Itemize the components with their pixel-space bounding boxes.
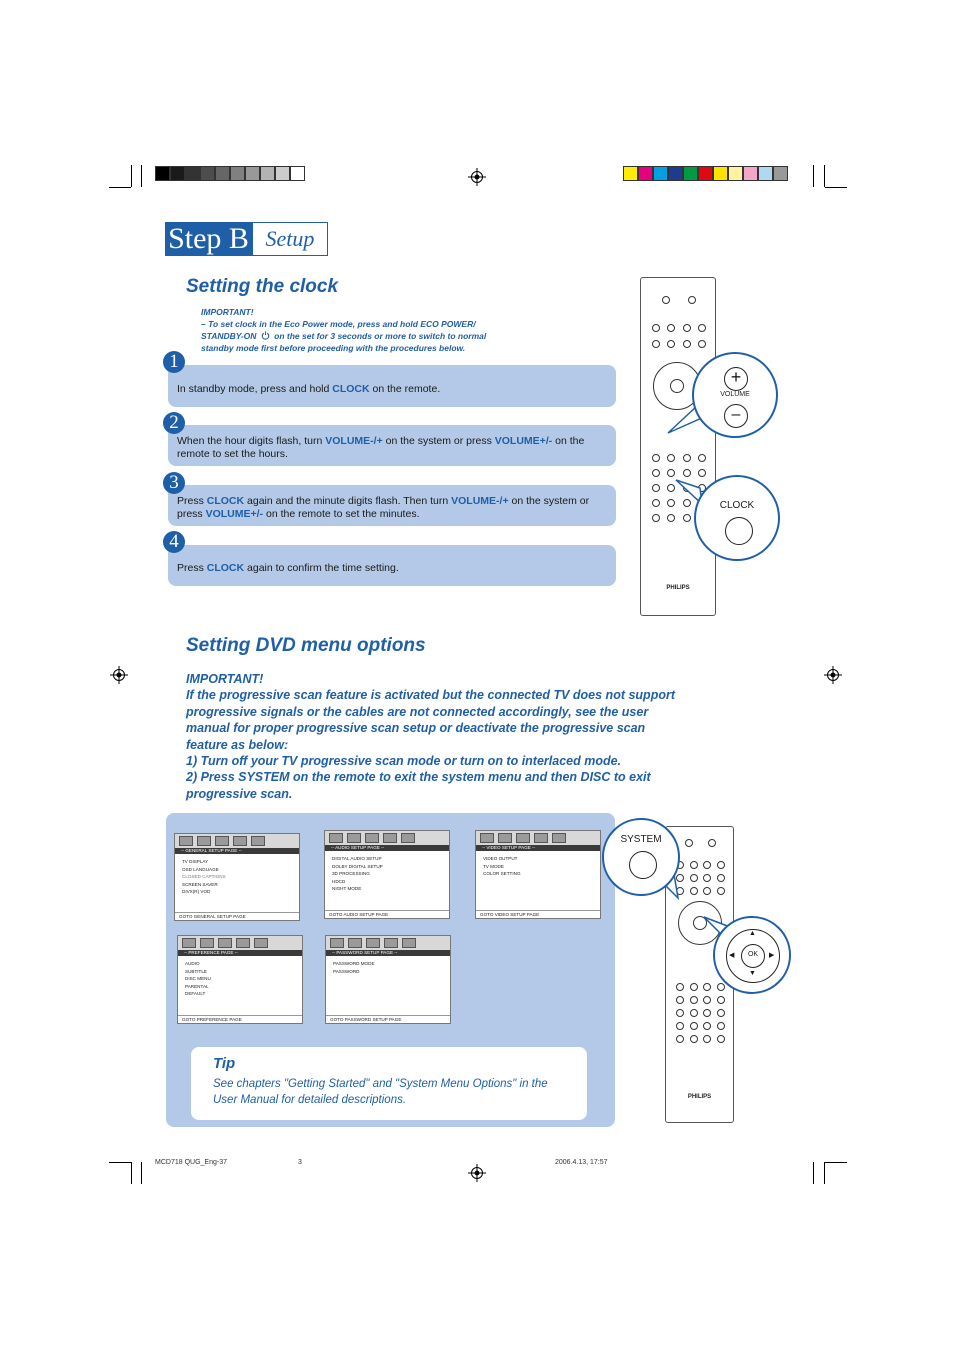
- clock-callout: [694, 475, 780, 561]
- crop-mark: [131, 165, 132, 187]
- footer-date: 2006.4.13, 17:57: [555, 1159, 608, 1166]
- remote-button: [652, 324, 660, 332]
- clock-button-label: CLOCK: [719, 500, 755, 511]
- remote-button: [703, 1035, 711, 1043]
- remote-button: [703, 996, 711, 1004]
- power-icon: [261, 331, 270, 340]
- important-line: standby mode first before proceeding with the procedures below.: [201, 343, 466, 353]
- step-number: 4: [163, 531, 185, 553]
- preference-icon: [233, 836, 247, 846]
- step-1-bar: In standby mode, press and hold CLOCK on the remote.: [168, 365, 616, 407]
- remote-button: [717, 887, 725, 895]
- volume-up-button: +: [724, 367, 748, 391]
- important-label: IMPORTANT!: [201, 307, 254, 317]
- menu-items: PASSWORD MODE PASSWORD: [333, 961, 375, 974]
- volume-key: VOLUME-/+: [325, 435, 383, 447]
- remote-button: [698, 454, 706, 462]
- color-swatch: [743, 166, 758, 181]
- color-swatch: [275, 166, 290, 181]
- crop-mark: [825, 187, 847, 188]
- remote-button: [652, 340, 660, 348]
- remote-button: [652, 514, 660, 522]
- remote-button: [717, 983, 725, 991]
- remote-button: [676, 996, 684, 1004]
- important-line: manual for proper progressive scan setup or deactivate the progressive scan: [186, 721, 646, 736]
- color-swatch: [215, 166, 230, 181]
- remote-button: [703, 1009, 711, 1017]
- remote-button: [717, 861, 725, 869]
- remote-button: [690, 983, 698, 991]
- remote-button: [688, 296, 696, 304]
- step-title: Step B: [165, 222, 252, 256]
- important-line: feature as below:: [186, 737, 289, 752]
- remote-button: [676, 1035, 684, 1043]
- remote-button: [698, 340, 706, 348]
- color-swatch: [728, 166, 743, 181]
- crop-mark: [141, 1162, 142, 1184]
- remote-button: [685, 839, 693, 847]
- remote-button: [717, 1022, 725, 1030]
- navigation-callout: [713, 916, 791, 994]
- volume-key: VOLUME-/+: [451, 495, 509, 507]
- arrow-up-icon: ▲: [749, 930, 756, 937]
- remote-button: [676, 1009, 684, 1017]
- remote-button: [652, 469, 660, 477]
- crop-mark: [131, 1162, 132, 1184]
- general-icon: [179, 836, 193, 846]
- important-line: 2) Press SYSTEM on the remote to exit the system menu and then DISC to exit: [186, 770, 651, 785]
- brand-logo: PHILIPS: [666, 585, 690, 591]
- color-swatch: [290, 166, 305, 181]
- menu-items: AUDIO SUBTITLE DISC MENU PARENTAL DEFAULT: [185, 961, 211, 996]
- system-button: [629, 851, 657, 879]
- video-setup-screen: -- VIDEO SETUP PAGE -- VIDEO OUTPUT TV MODE COLOR SETTING GOTO VIDEO SETUP PAGE: [475, 830, 601, 919]
- ok-button: OK: [741, 944, 765, 968]
- volume-down-button: –: [724, 404, 748, 428]
- remote-button: [676, 983, 684, 991]
- remote-button: [683, 324, 691, 332]
- tip-title: Tip: [213, 1055, 236, 1072]
- menu-items: TV DISPLAY OSD LANGUAGE CLOSED CAPTIONS SCREEN SAVER DIVX(R) VOD: [182, 859, 226, 894]
- grayscale-color-bar: [155, 166, 305, 181]
- menu-icon-bar: [175, 834, 299, 848]
- color-swatch: [713, 166, 728, 181]
- step-2-bar: When the hour digits flash, turn VOLUME-/+ on the system or press VOLUME+/- on the remote to set the hours.: [168, 425, 616, 466]
- registration-mark: [824, 666, 842, 684]
- color-swatch: [698, 166, 713, 181]
- crop-mark: [109, 187, 131, 188]
- important-label: IMPORTANT!: [186, 672, 264, 686]
- footer-file: MCD718 QUG_Eng-37: [155, 1159, 227, 1166]
- remote-button: [652, 499, 660, 507]
- clock-heading: Setting the clock: [186, 276, 339, 297]
- clock-key: CLOCK: [332, 383, 370, 395]
- menu-icon-bar: [476, 831, 600, 845]
- remote-button: [690, 1022, 698, 1030]
- step-3-bar: Press CLOCK again and the minute digits flash. Then turn VOLUME-/+ on the system or press VOLUME+/- on the remote to set the minutes.: [168, 485, 616, 526]
- color-swatch: [200, 166, 215, 181]
- color-swatch: [638, 166, 653, 181]
- registration-mark: [110, 666, 128, 684]
- tip-body: See chapters "Getting Started" and "System Menu Options" in the User Manual for detailed descriptions.: [213, 1078, 548, 1106]
- important-line: – To set clock in the Eco Power mode, press and hold ECO POWER/: [201, 319, 476, 329]
- password-setup-screen: -- PASSWORD SETUP PAGE -- PASSWORD MODE PASSWORD GOTO PASSWORD SETUP PAGE: [325, 935, 451, 1024]
- color-swatch: [260, 166, 275, 181]
- clock-important-note: [201, 306, 501, 354]
- tip-box: [191, 1047, 587, 1120]
- general-setup-screen: -- GENERAL SETUP PAGE -- TV DISPLAY OSD LANGUAGE CLOSED CAPTIONS SCREEN SAVER DIVX(R) VOD GOTO GENERAL SETUP PAGE: [174, 833, 300, 921]
- arrow-right-icon: ▶: [769, 952, 775, 959]
- remote-button: [717, 1009, 725, 1017]
- remote-button: [676, 1022, 684, 1030]
- color-swatch: [170, 166, 185, 181]
- step-number: 1: [163, 351, 185, 373]
- preference-screen: -- PREFERENCE PAGE -- AUDIO SUBTITLE DISC MENU PARENTAL DEFAULT GOTO PREFERENCE PAGE: [177, 935, 303, 1024]
- remote-button: [690, 1035, 698, 1043]
- important-line: If the progressive scan feature is activated but the connected TV does not support: [186, 688, 675, 703]
- crop-mark: [825, 1162, 847, 1163]
- crop-mark: [824, 1162, 825, 1184]
- remote-button: [703, 887, 711, 895]
- important-line: progressive scan.: [186, 786, 293, 801]
- crop-mark: [109, 1162, 131, 1163]
- color-swatch: [185, 166, 200, 181]
- section-title: Setup: [252, 222, 328, 256]
- remote-button: [717, 996, 725, 1004]
- system-button-label: SYSTEM: [620, 834, 662, 845]
- brand-logo: PHILIPS: [687, 1094, 712, 1100]
- remote-button: [703, 861, 711, 869]
- arrow-down-icon: ▼: [749, 970, 756, 977]
- system-callout: [602, 818, 680, 896]
- color-swatch: [683, 166, 698, 181]
- remote-button: [698, 324, 706, 332]
- color-swatch: [653, 166, 668, 181]
- audio-icon: [197, 836, 211, 846]
- remote-button: [703, 874, 711, 882]
- remote-button: [683, 454, 691, 462]
- volume-key: VOLUME+/-: [205, 508, 264, 520]
- remote-button: [690, 996, 698, 1004]
- color-swatch: [773, 166, 788, 181]
- remote-button: [717, 874, 725, 882]
- registration-mark: [468, 1164, 486, 1182]
- footer-page: 3: [298, 1159, 302, 1166]
- color-swatch: [230, 166, 245, 181]
- step-4-bar: Press CLOCK again to confirm the time setting.: [168, 545, 616, 586]
- video-icon: [215, 836, 229, 846]
- crop-mark: [141, 165, 142, 187]
- remote-button: [703, 983, 711, 991]
- volume-key: VOLUME+/-: [494, 435, 553, 447]
- clock-button: [725, 517, 753, 545]
- crop-mark: [813, 165, 814, 187]
- remote-button: [662, 296, 670, 304]
- crop-mark: [824, 165, 825, 187]
- important-line: STANDBY-ON: [201, 331, 257, 341]
- important-line: progressive signals or the cables are not connected accordingly, see the user: [186, 704, 649, 719]
- step-number: 3: [163, 472, 185, 494]
- menu-items: DIGITAL AUDIO SETUP DOLBY DIGITAL SETUP 3D PROCESSING HDCD NIGHT MODE: [332, 856, 383, 891]
- clock-key: CLOCK: [206, 495, 245, 507]
- remote-button: [708, 839, 716, 847]
- dvd-important-note: [186, 671, 686, 802]
- clock-key: CLOCK: [206, 562, 245, 574]
- remote-button: [683, 340, 691, 348]
- remote-button: [667, 324, 675, 332]
- remote-button: [667, 340, 675, 348]
- important-line: 1) Turn off your TV progressive scan mode or turn on to interlaced mode.: [186, 754, 622, 769]
- remote-button: [652, 484, 660, 492]
- crop-mark: [813, 1162, 814, 1184]
- color-swatch: [668, 166, 683, 181]
- color-swatch: [623, 166, 638, 181]
- menu-items: VIDEO OUTPUT TV MODE COLOR SETTING: [483, 856, 521, 876]
- step-number: 2: [163, 412, 185, 434]
- registration-mark: [468, 168, 486, 186]
- menu-icon-bar: [325, 831, 449, 845]
- remote-button: [667, 454, 675, 462]
- important-line: on the set for 3 seconds or more to switch to normal: [274, 331, 487, 341]
- password-icon: [251, 836, 265, 846]
- color-swatch: [758, 166, 773, 181]
- volume-callout: [692, 352, 778, 438]
- menu-icon-bar: [326, 936, 450, 950]
- audio-setup-screen: -- AUDIO SETUP PAGE -- DIGITAL AUDIO SETUP DOLBY DIGITAL SETUP 3D PROCESSING HDCD NIGHT MODE GOTO AUDIO SETUP PAGE: [324, 830, 450, 919]
- arrow-left-icon: ◀: [729, 952, 735, 959]
- remote-button: [690, 1009, 698, 1017]
- menu-icon-bar: [178, 936, 302, 950]
- color-swatch: [155, 166, 170, 181]
- dvd-heading: Setting DVD menu options: [186, 635, 426, 656]
- remote-button: [717, 1035, 725, 1043]
- remote-button: [652, 454, 660, 462]
- remote-control-illustration: [640, 277, 716, 616]
- volume-label: VOLUME: [720, 391, 750, 398]
- color-swatch: [245, 166, 260, 181]
- process-color-bar: [623, 166, 788, 181]
- remote-button: [703, 1022, 711, 1030]
